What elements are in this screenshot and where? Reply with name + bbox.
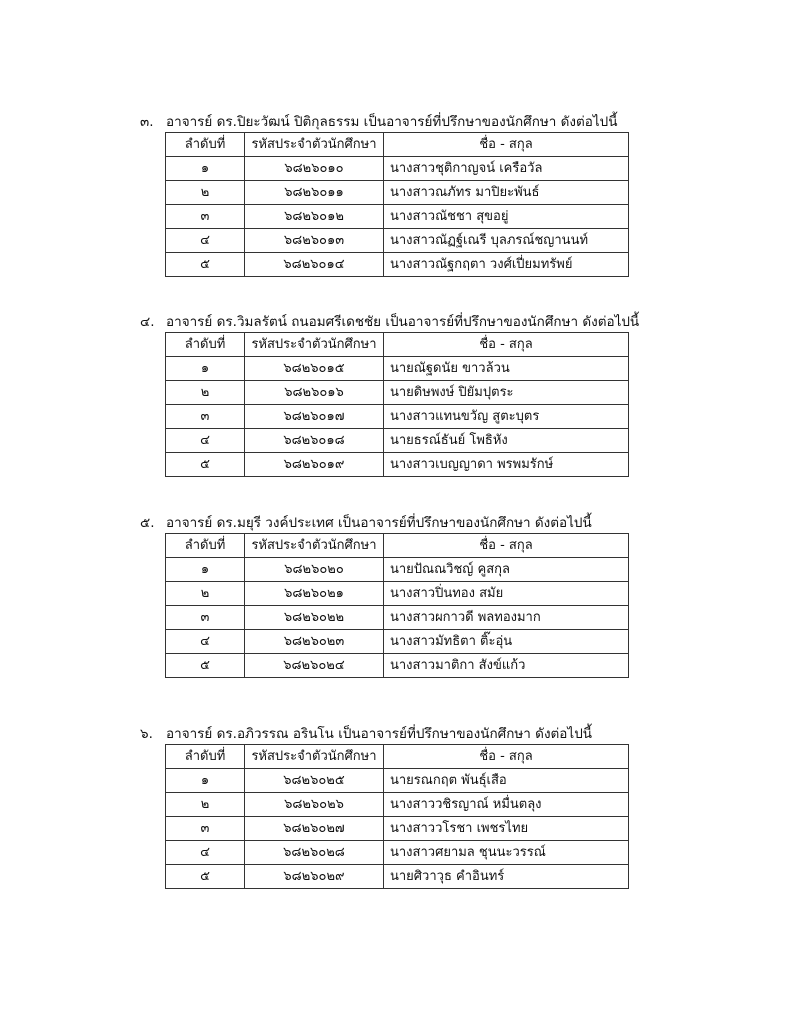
column-header-name: ชื่อ - สกุล — [384, 745, 629, 769]
column-header-student-id: รหัสประจำตัวนักศึกษา — [245, 534, 384, 558]
table-row — [166, 453, 629, 477]
row-student-id-cell: ๖๘๒๖๐๑๒ — [245, 205, 384, 229]
student-table — [165, 132, 629, 277]
table-row — [166, 817, 629, 841]
student-table — [165, 533, 629, 678]
row-seq-cell: ๓ — [166, 606, 245, 630]
table-body — [166, 769, 629, 889]
row-student-id-cell: ๖๘๒๖๐๑๕ — [245, 357, 384, 381]
row-student-id-cell: ๖๘๒๖๐๒๔ — [245, 654, 384, 678]
row-seq-cell: ๑ — [166, 157, 245, 181]
row-name-cell: นายดิษพงษ์ ปิยัมปุตระ — [384, 381, 629, 405]
section-number: ๖. — [140, 726, 153, 742]
table-row — [166, 558, 629, 582]
row-name-cell: นางสาวผกาวดี พลทองมาก — [384, 606, 629, 630]
row-name-cell: นางสาววชิรญาณ์ หมื่นตลุง — [384, 793, 629, 817]
row-seq-cell: ๕ — [166, 453, 245, 477]
table-row — [166, 429, 629, 453]
table-row — [166, 654, 629, 678]
row-name-cell: นางสาวณภัทร มาปิยะพันธ์ — [384, 181, 629, 205]
table-row — [166, 381, 629, 405]
row-student-id-cell: ๖๘๒๖๐๒๓ — [245, 630, 384, 654]
row-seq-cell: ๑ — [166, 357, 245, 381]
column-header-name: ชื่อ - สกุล — [384, 534, 629, 558]
section-number: ๓. — [140, 114, 154, 130]
row-student-id-cell: ๖๘๒๖๐๒๕ — [245, 769, 384, 793]
table-row — [166, 405, 629, 429]
row-seq-cell: ๔ — [166, 841, 245, 865]
table-header-row — [166, 333, 629, 357]
row-seq-cell: ๕ — [166, 654, 245, 678]
row-student-id-cell: ๖๘๒๖๐๑๖ — [245, 381, 384, 405]
row-name-cell: นางสาวมัทธิตา ติ๊ะอุ่น — [384, 630, 629, 654]
row-name-cell: นายศิวาวุธ คำอินทร์ — [384, 865, 629, 889]
row-name-cell: นายธรณ์ธันย์ โพธิหัง — [384, 429, 629, 453]
section-heading-text: อาจารย์ ดร.ปิยะวัฒน์ ปิติกุลธรรม เป็นอาจารย์ที่ปรึกษาของนักศึกษา ดังต่อไปนี้ — [166, 114, 618, 130]
row-name-cell: นางสาวเบญญาดา พรพมรักษ์ — [384, 453, 629, 477]
section-heading-text: อาจารย์ ดร.วิมลรัตน์ ถนอมศรีเดชชัย เป็นอาจารย์ที่ปรึกษาของนักศึกษา ดังต่อไปนี้ — [166, 314, 640, 330]
row-seq-cell: ๑ — [166, 769, 245, 793]
section-heading-text: อาจารย์ ดร.มยุรี วงค์ประเทศ เป็นอาจารย์ที่ปรึกษาของนักศึกษา ดังต่อไปนี้ — [166, 515, 592, 531]
table-row — [166, 582, 629, 606]
table-header-row — [166, 133, 629, 157]
section-number: ๕. — [140, 515, 155, 531]
row-name-cell: นางสาวปิ่นทอง สมัย — [384, 582, 629, 606]
table-row — [166, 606, 629, 630]
row-name-cell: นางสาวแทนขวัญ สูตะบุตร — [384, 405, 629, 429]
row-seq-cell: ๓ — [166, 405, 245, 429]
table-row — [166, 793, 629, 817]
row-name-cell: นายณัฐดนัย ขาวล้วน — [384, 357, 629, 381]
column-header-name: ชื่อ - สกุล — [384, 133, 629, 157]
table-row — [166, 205, 629, 229]
row-student-id-cell: ๖๘๒๖๐๑๗ — [245, 405, 384, 429]
column-header-seq: ลำดับที่ — [166, 534, 245, 558]
table-body — [166, 558, 629, 678]
student-table — [165, 332, 629, 477]
row-seq-cell: ๔ — [166, 630, 245, 654]
row-name-cell: นางสาวณัฐกฤตา วงศ์เปี่ยมทรัพย์ — [384, 253, 629, 277]
column-header-student-id: รหัสประจำตัวนักศึกษา — [245, 745, 384, 769]
section-heading — [140, 312, 639, 332]
row-name-cell: นางสาววโรชา เพชรไทย — [384, 817, 629, 841]
column-header-seq: ลำดับที่ — [166, 333, 245, 357]
row-student-id-cell: ๖๘๒๖๐๒๖ — [245, 793, 384, 817]
row-student-id-cell: ๖๘๒๖๐๒๗ — [245, 817, 384, 841]
row-student-id-cell: ๖๘๒๖๐๑๘ — [245, 429, 384, 453]
table-row — [166, 769, 629, 793]
table-row — [166, 841, 629, 865]
table-body — [166, 157, 629, 277]
row-student-id-cell: ๖๘๒๖๐๑๙ — [245, 453, 384, 477]
row-seq-cell: ๒ — [166, 381, 245, 405]
row-seq-cell: ๓ — [166, 205, 245, 229]
row-name-cell: นางสาวชุติกาญจน์ เครือวัล — [384, 157, 629, 181]
row-student-id-cell: ๖๘๒๖๐๑๔ — [245, 253, 384, 277]
column-header-student-id: รหัสประจำตัวนักศึกษา — [245, 333, 384, 357]
row-student-id-cell: ๖๘๒๖๐๑๑ — [245, 181, 384, 205]
row-seq-cell: ๔ — [166, 229, 245, 253]
table-header-row — [166, 745, 629, 769]
row-name-cell: นางสาวณัฏฐ์เณรี บุลภรณ์ชญานนท์ — [384, 229, 629, 253]
section-number: ๔. — [140, 314, 155, 330]
row-seq-cell: ๑ — [166, 558, 245, 582]
table-row — [166, 229, 629, 253]
table-row — [166, 357, 629, 381]
row-name-cell: นางสาวศยามล ชุนนะวรรณ์ — [384, 841, 629, 865]
section-heading — [140, 513, 592, 533]
table-header-row — [166, 534, 629, 558]
column-header-student-id: รหัสประจำตัวนักศึกษา — [245, 133, 384, 157]
row-student-id-cell: ๖๘๒๖๐๒๒ — [245, 606, 384, 630]
row-seq-cell: ๒ — [166, 793, 245, 817]
row-seq-cell: ๔ — [166, 429, 245, 453]
table-row — [166, 253, 629, 277]
row-seq-cell: ๕ — [166, 253, 245, 277]
section-heading — [140, 112, 617, 132]
row-name-cell: นางสาวณัชชา สุขอยู่ — [384, 205, 629, 229]
row-seq-cell: ๓ — [166, 817, 245, 841]
row-seq-cell: ๒ — [166, 582, 245, 606]
table-body — [166, 357, 629, 477]
row-seq-cell: ๒ — [166, 181, 245, 205]
row-student-id-cell: ๖๘๒๖๐๒๑ — [245, 582, 384, 606]
row-name-cell: นางสาวมาติกา สังข์แก้ว — [384, 654, 629, 678]
section-heading — [140, 724, 592, 744]
row-student-id-cell: ๖๘๒๖๐๒๐ — [245, 558, 384, 582]
table-row — [166, 630, 629, 654]
column-header-name: ชื่อ - สกุล — [384, 333, 629, 357]
row-name-cell: นายรณกฤต พันธุ์เสือ — [384, 769, 629, 793]
table-row — [166, 181, 629, 205]
table-row — [166, 865, 629, 889]
row-student-id-cell: ๖๘๒๖๐๑๓ — [245, 229, 384, 253]
section-heading-text: อาจารย์ ดร.อภิวรรณ อรินโน เป็นอาจารย์ที่ปรึกษาของนักศึกษา ดังต่อไปนี้ — [166, 726, 592, 742]
student-table — [165, 744, 629, 889]
column-header-seq: ลำดับที่ — [166, 745, 245, 769]
row-name-cell: นายปัณณวิชญ์ คูสกุล — [384, 558, 629, 582]
row-seq-cell: ๕ — [166, 865, 245, 889]
table-row — [166, 157, 629, 181]
column-header-seq: ลำดับที่ — [166, 133, 245, 157]
row-student-id-cell: ๖๘๒๖๐๒๙ — [245, 865, 384, 889]
row-student-id-cell: ๖๘๒๖๐๑๐ — [245, 157, 384, 181]
row-student-id-cell: ๖๘๒๖๐๒๘ — [245, 841, 384, 865]
